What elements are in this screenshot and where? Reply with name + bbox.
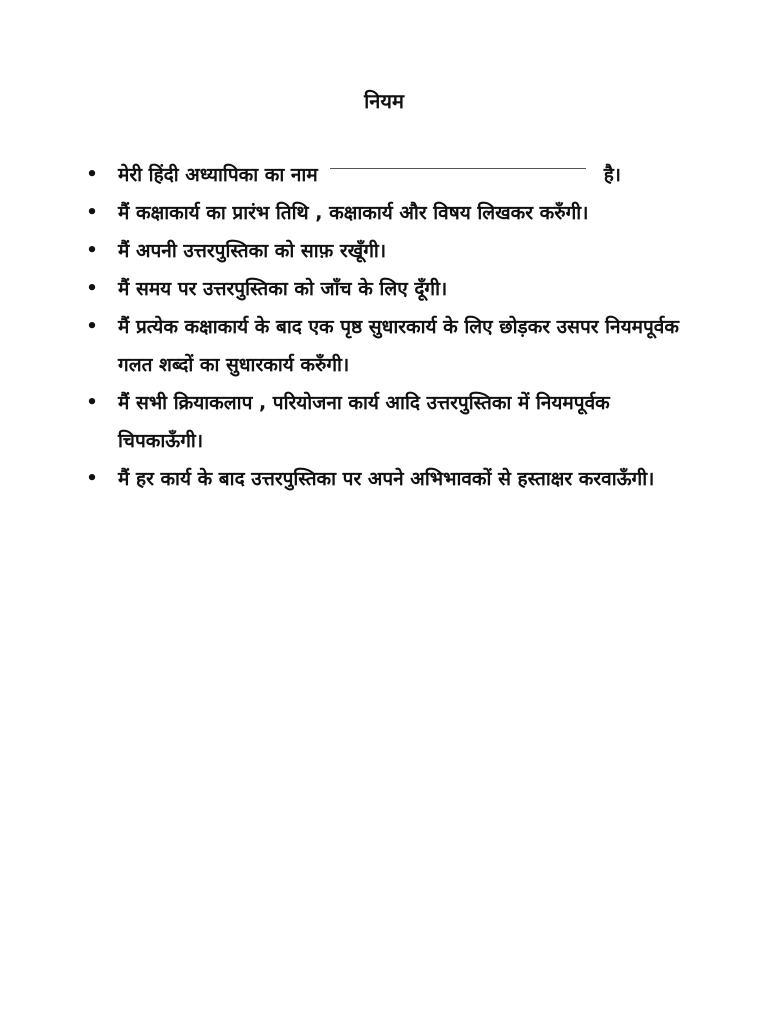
list-item — [82, 232, 682, 270]
rule-text-end: है। — [603, 164, 621, 186]
list-item — [82, 194, 682, 232]
bullet-icon: • — [86, 240, 98, 261]
bullet-icon: • — [86, 392, 98, 413]
rule-text: मैं अपनी उत्तरपुस्तिका को साफ़ रखूँगी। — [118, 240, 387, 262]
rule-text: मैं कक्षाकार्य का प्रारंभ तिथि , कक्षाकार्य और विषय लिखकर करुँगी। — [118, 202, 589, 224]
list-item — [82, 460, 682, 498]
rule-text: मैं सभी क्रियाकलाप , परियोजना कार्य आदि उत्तरपुस्तिका में नियमपूर्वक चिपकाऊँगी। — [118, 392, 610, 452]
rule-text: मैं हर कार्य के बाद उत्तरपुस्तिका पर अपने अभिभावकों से हस्ताक्षर करवाऊँगी। — [118, 468, 655, 490]
bullet-icon: • — [86, 278, 98, 299]
bullet-icon: • — [86, 468, 98, 489]
bullet-icon: • — [86, 164, 98, 185]
rules-list — [82, 156, 682, 498]
name-blank-line — [330, 167, 586, 169]
rule-text: मैं समय पर उत्तरपुस्तिका को जाँच के लिए दूँगी। — [118, 278, 448, 300]
list-item — [82, 384, 682, 460]
rule-teacher-name — [118, 156, 682, 194]
list-item — [82, 270, 682, 308]
list-item — [82, 156, 682, 194]
rule-text: मेरी हिंदी अध्यापिका का नाम — [118, 164, 318, 186]
page-title: नियम — [364, 89, 404, 113]
rule-text: मैं प्रत्येक कक्षाकार्य के बाद एक पृष्ठ सुधारकार्य के लिए छोड़कर उसपर नियमपूर्वक गलत शब्दों का सुधारकार्य करुँगी। — [118, 316, 679, 376]
bullet-icon: • — [86, 316, 98, 337]
list-item — [82, 308, 682, 384]
bullet-icon: • — [86, 202, 98, 223]
